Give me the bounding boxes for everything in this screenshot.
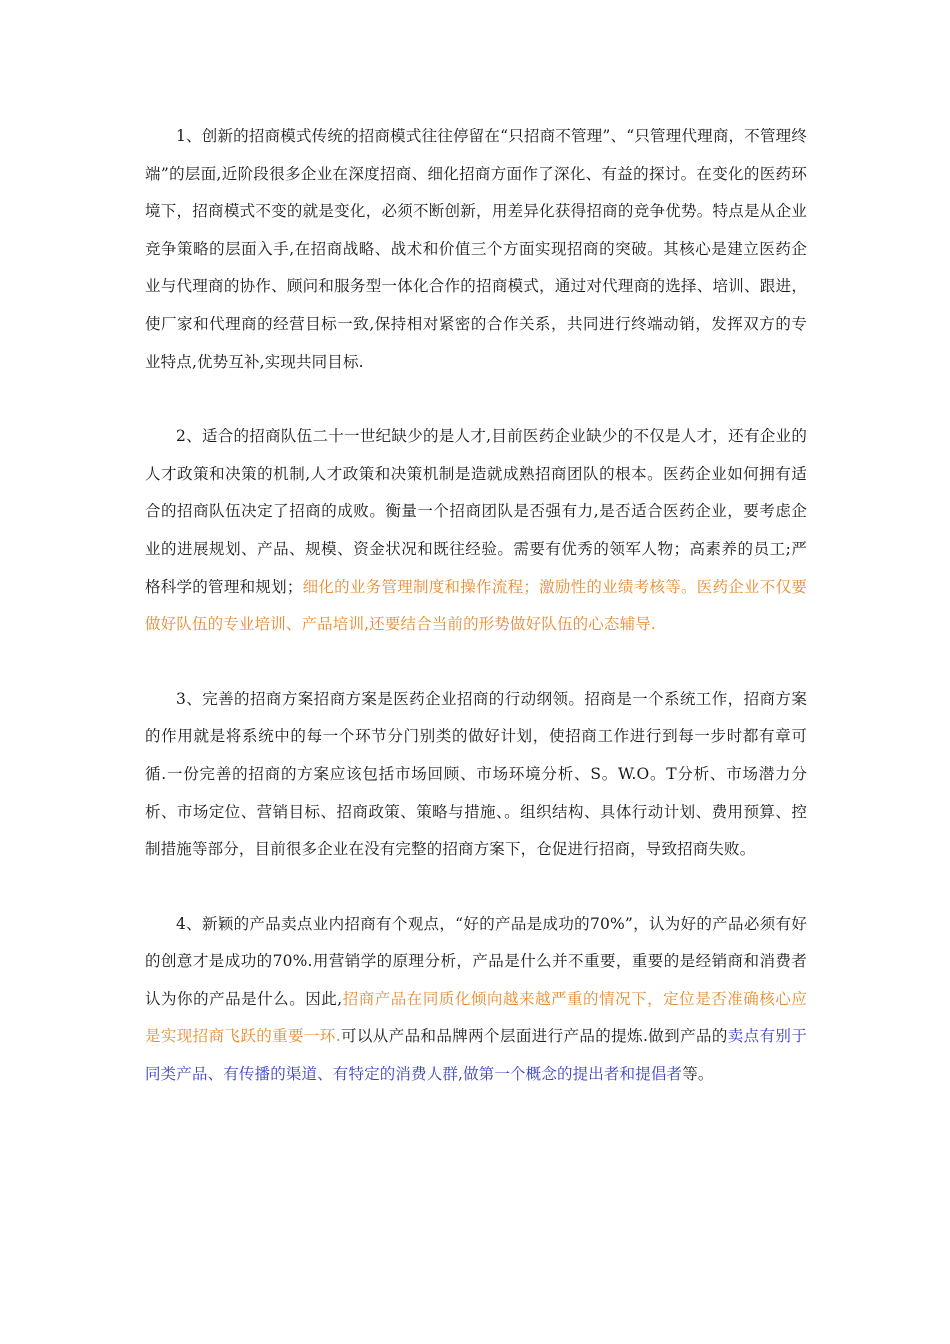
- paragraph-4-text-c: 等。: [682, 1065, 714, 1084]
- paragraph-2: [145, 418, 807, 644]
- paragraph-4-highlight-blue: 卖点有别于同类产品、有传播的渠道、有特定的消费人群,做第一个概念的提出者和提倡者: [145, 1027, 807, 1084]
- paragraph-3: [145, 681, 807, 869]
- paragraph-2-text: 2、适合的招商队伍二十一世纪缺少的是人才,目前医药企业缺少的不仅是人才，还有企业的人才政策和决策的机制,人才政策和决策机制是造就成熟招商团队的根本。医药企业如何拥有适合的招商队伍决定了招商的成败。衡量一个招商团队是否强有力,是否适合医药企业，要考虑企业的进展规划、产品、规模、资金状况和既往经验。需要有优秀的领军人物；高素养的员工;严格科学的管理和规划；: [145, 427, 807, 596]
- paragraph-4: [145, 906, 807, 1094]
- paragraph-4-text-a: 4、新颖的产品卖点业内招商有个观点，“好的产品是成功的70%”，认为好的产品必须有好的创意才是成功的70%.用营销学的原理分析，产品是什么并不重要，重要的是经销商和消费者认为你的产品是什么。因此,: [145, 914, 807, 1008]
- paragraph-2-highlight-orange: 细化的业务管理制度和操作流程；激励性的业绩考核等。医药企业不仅要做好队伍的专业培训、产品培训,还要结合当前的形势做好队伍的心态辅导.: [145, 577, 807, 634]
- paragraph-1-text: 1、创新的招商模式传统的招商模式往往停留在“只招商不管理”、“只管理代理商，不管理终端”的层面,近阶段很多企业在深度招商、细化招商方面作了深化、有益的探讨。在变化的医药环境下，招商模式不变的就是变化，必须不断创新，用差异化获得招商的竞争优势。特点是从企业竞争策略的层面入手,在招商战略、战术和价值三个方面实现招商的突破。其核心是建立医药企业与代理商的协作、顾问和服务型一体化合作的招商模式，通过对代理商的选择、培训、跟进，使厂家和代理商的经营目标一致,保持相对紧密的合作关系，共同进行终端动销，发挥双方的专业特点,优势互补,实现共同目标.: [145, 127, 807, 371]
- paragraph-4-text-b: 可以从产品和品牌两个层面进行产品的提炼.做到产品的: [340, 1027, 728, 1046]
- document-body: [145, 118, 807, 1131]
- paragraph-4-highlight-orange: 招商产品在同质化倾向越来越严重的情况下，定位是否准确核心应是实现招商飞跃的重要一环.: [145, 989, 807, 1046]
- paragraph-1: [145, 118, 807, 381]
- paragraph-3-text: 3、完善的招商方案招商方案是医药企业招商的行动纲领。招商是一个系统工作，招商方案的作用就是将系统中的每一个环节分门别类的做好计划，使招商工作进行到每一步时都有章可循.一份完善的招商的方案应该包括市场回顾、市场环境分析、S。W.O。T分析、市场潜力分析、市场定位、营销目标、招商政策、策略与措施、。组织结构、具体行动计划、费用预算、控制措施等部分，目前很多企业在没有完整的招商方案下，仓促进行招商，导致招商失败。: [145, 689, 807, 859]
